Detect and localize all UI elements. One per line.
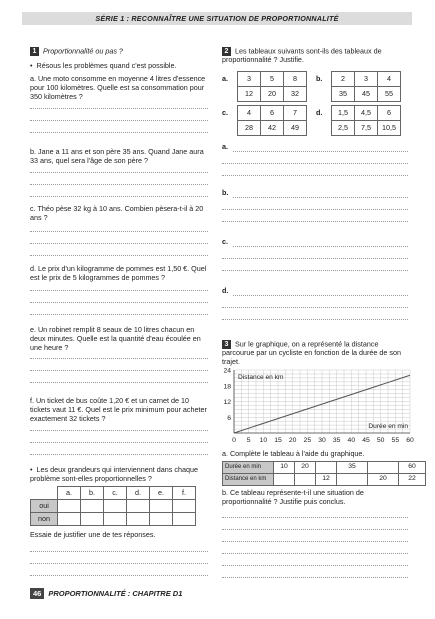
table-cell[interactable] xyxy=(295,474,316,486)
answer-cell[interactable] xyxy=(104,513,127,526)
answer-line xyxy=(30,575,208,576)
answer-line xyxy=(222,517,408,518)
answer-line xyxy=(30,370,208,371)
answer-line xyxy=(30,120,208,121)
section-title-text: Proportionnalité ou pas ? xyxy=(43,46,123,56)
answer-line xyxy=(222,258,408,259)
table-cell: 3 xyxy=(238,72,261,87)
instruction-bullet-2: • Les deux grandeurs qui interviennent dans chaque problème sont-elles proportionnelles ? xyxy=(30,465,198,483)
answer-row-label-non: non xyxy=(31,513,58,526)
answer-line xyxy=(30,442,208,443)
value-table-b xyxy=(331,71,401,102)
answer-line xyxy=(222,270,408,271)
table-cell: 20 xyxy=(368,474,399,486)
table-label-b: b. xyxy=(316,74,323,83)
table-cell[interactable] xyxy=(337,474,368,486)
value-table-c xyxy=(237,105,307,136)
table-cell: 10,5 xyxy=(378,121,401,136)
table-cell: 60 xyxy=(399,462,426,474)
instruction-text: Les deux grandeurs qui interviennent dans chaque problème sont-elles proportionnelles ? xyxy=(30,465,198,483)
table-cell: 4 xyxy=(378,72,401,87)
answer-line xyxy=(222,307,408,308)
section-number-badge: 2 xyxy=(222,47,231,56)
answer-row-label-oui: oui xyxy=(31,500,58,513)
x-tick-label: 35 xyxy=(332,437,341,444)
table-cell: 42 xyxy=(261,121,284,136)
table-cell: 22 xyxy=(399,474,426,486)
answer-cell[interactable] xyxy=(81,500,104,513)
table-label-a: a. xyxy=(222,74,228,83)
y-tick-label: 24 xyxy=(223,367,231,375)
answer-line xyxy=(30,454,208,455)
question-3b: b. Ce tableau représente-t-il une situation de proportionnalité ? Justifie puis conclus. xyxy=(222,488,364,506)
table-cell: 7 xyxy=(284,106,307,121)
y-tick-label: 18 xyxy=(223,383,231,391)
answer-col-header: b. xyxy=(81,487,104,500)
x-tick-label: 50 xyxy=(376,437,385,444)
x-tick-label: 60 xyxy=(406,437,414,444)
row-label-duree: Durée en min xyxy=(223,462,274,474)
answer-col-header: e. xyxy=(150,487,173,500)
table-cell: 32 xyxy=(284,87,307,102)
x-tick-label: 55 xyxy=(391,437,400,444)
section-2-title xyxy=(222,47,402,65)
answer-line xyxy=(233,246,408,247)
y-axis-label: Distance en km xyxy=(238,374,284,382)
row-label-distance: Distance en km xyxy=(223,474,274,486)
page-header: SÉRIE 1 : RECONNAÎTRE UNE SITUATION DE PROPORTIONNALITÉ xyxy=(22,12,412,25)
value-table-d xyxy=(331,105,401,136)
chapter-title: PROPORTIONNALITÉ : CHAPITRE D1 xyxy=(48,589,183,598)
answer-line xyxy=(222,577,408,578)
answer-cell[interactable] xyxy=(173,513,196,526)
answer-line xyxy=(30,314,208,315)
table-cell: 45 xyxy=(355,87,378,102)
answer-line xyxy=(30,196,208,197)
answer-col-header: f. xyxy=(173,487,196,500)
answer-line xyxy=(30,290,208,291)
table-cell[interactable] xyxy=(368,462,399,474)
answer-col-header: d. xyxy=(127,487,150,500)
answer-cell[interactable] xyxy=(127,500,150,513)
table-cell[interactable] xyxy=(316,462,337,474)
answer-line xyxy=(222,221,408,222)
x-tick-label: 25 xyxy=(303,437,312,444)
table-cell: 1,5 xyxy=(332,106,355,121)
question-e: e. Un robinet remplit 8 seaux de 10 litres chacun en deux minutes. Quelle est la quantité d'eau écoulée en une heure ? xyxy=(30,325,201,352)
question-a: a. Une moto consomme en moyenne 4 litres d'essence pour 100 kilomètres. Quelle est sa consommation pour 350 kilomètres ? xyxy=(30,74,206,101)
table-cell: 5 xyxy=(261,72,284,87)
table-cell: 20 xyxy=(261,87,284,102)
table-cell: 20 xyxy=(295,462,316,474)
x-tick-label: 15 xyxy=(274,437,282,444)
answer-label-b: b. xyxy=(222,188,229,197)
answer-cell[interactable] xyxy=(127,513,150,526)
answer-line xyxy=(30,172,208,173)
answer-line xyxy=(30,302,208,303)
table-cell: 6 xyxy=(261,106,284,121)
answer-label-a: a. xyxy=(222,142,228,151)
y-tick-label: 6 xyxy=(227,414,231,422)
section-number-badge: 3 xyxy=(222,340,231,349)
answer-line xyxy=(30,108,208,109)
answer-line xyxy=(30,184,208,185)
section-3-title xyxy=(222,340,410,367)
table-cell: 2 xyxy=(332,72,355,87)
answer-line xyxy=(222,209,408,210)
answer-line xyxy=(30,255,208,256)
answer-line xyxy=(30,563,208,564)
answer-col-header: c. xyxy=(104,487,127,500)
y-tick-label: 12 xyxy=(223,399,231,406)
table-cell: 2,5 xyxy=(332,121,355,136)
answer-line xyxy=(30,132,208,133)
answer-line xyxy=(233,151,408,152)
table-cell: 12 xyxy=(238,87,261,102)
section-title-text: Les tableaux suivants sont-ils des tableaux de proportionnalité ? Justifie. xyxy=(222,46,382,65)
x-tick-label: 5 xyxy=(246,437,251,444)
page-number: 46 xyxy=(30,588,44,599)
answer-col-header: a. xyxy=(58,487,81,500)
table-cell: 12 xyxy=(316,474,337,486)
answer-cell[interactable] xyxy=(58,513,81,526)
answer-line xyxy=(222,175,408,176)
answer-cell[interactable] xyxy=(150,513,173,526)
x-axis-label: Durée en min xyxy=(368,423,408,430)
answer-line xyxy=(222,541,408,542)
answer-line xyxy=(233,295,408,296)
section-title-text: Sur le graphique, on a représenté la distance parcourue par un cycliste en fonction de la durée de son trajet. xyxy=(222,339,402,366)
answer-line xyxy=(30,382,208,383)
table-cell: 4 xyxy=(238,106,261,121)
x-tick-label: 45 xyxy=(362,437,370,444)
table-cell: 28 xyxy=(238,121,261,136)
value-table-a xyxy=(237,71,307,102)
section-number-badge: 1 xyxy=(30,47,39,56)
answer-line xyxy=(30,551,208,552)
table-cell: 55 xyxy=(378,87,401,102)
page-footer xyxy=(30,588,182,599)
answer-cell[interactable] xyxy=(150,500,173,513)
answer-line xyxy=(222,163,408,164)
answer-table xyxy=(30,486,196,526)
table-cell: 6 xyxy=(378,106,401,121)
answer-line xyxy=(222,553,408,554)
instruction-bullet: • Résous les problèmes quand c'est possible. xyxy=(30,61,177,70)
answer-line xyxy=(233,197,408,198)
table-cell: 35 xyxy=(332,87,355,102)
answer-label-d: d. xyxy=(222,286,229,295)
table-cell: 10 xyxy=(274,462,295,474)
answer-line xyxy=(222,319,408,320)
question-b: b. Jane a 11 ans et son père 35 ans. Quand Jane aura 33 ans, quel sera l'âge de son père ? xyxy=(30,147,204,165)
justify-instruction: Essaie de justifier une de tes réponses. xyxy=(30,530,156,539)
answer-line xyxy=(222,565,408,566)
answer-cell[interactable] xyxy=(81,513,104,526)
answer-line xyxy=(30,358,208,359)
table-label-d: d. xyxy=(316,108,323,117)
table-cell: 7,5 xyxy=(355,121,378,136)
table-cell: 8 xyxy=(284,72,307,87)
question-3a: a. Complète le tableau à l'aide du graphique. xyxy=(222,449,365,458)
table-cell: 35 xyxy=(337,462,368,474)
x-tick-label: 40 xyxy=(347,437,356,444)
table-cell: 4,5 xyxy=(355,106,378,121)
table-cell: 3 xyxy=(355,72,378,87)
answer-line xyxy=(30,243,208,244)
x-tick-label: 10 xyxy=(259,437,268,444)
answer-label-c: c. xyxy=(222,237,228,246)
answer-cell[interactable] xyxy=(58,500,81,513)
table-cell[interactable] xyxy=(274,474,295,486)
x-tick-label: 0 xyxy=(232,437,236,444)
question-f: f. Un ticket de bus coûte 1,20 € et un carnet de 10 tickets vaut 11 €. Quel est le prix minimum pour acheter exactement 32 tickets ? xyxy=(30,396,207,423)
section-1-title xyxy=(30,47,210,56)
answer-line xyxy=(30,231,208,232)
answer-cell[interactable] xyxy=(173,500,196,513)
question-c: c. Théo pèse 32 kg à 10 ans. Combien pèsera-t-il à 20 ans ? xyxy=(30,204,204,222)
distance-time-chart xyxy=(220,366,416,448)
x-tick-label: 20 xyxy=(288,437,297,444)
graph-values-table xyxy=(222,461,426,486)
instruction-text: Résous les problèmes quand c'est possible. xyxy=(36,61,177,70)
answer-line xyxy=(30,430,208,431)
answer-line xyxy=(222,529,408,530)
answer-cell[interactable] xyxy=(104,500,127,513)
table-cell: 49 xyxy=(284,121,307,136)
table-label-c: c. xyxy=(222,108,228,117)
question-d: d. Le prix d'un kilogramme de pommes est 1,50 €. Quel est le prix de 5 kilogrammes de pommes ? xyxy=(30,264,207,282)
x-tick-label: 30 xyxy=(318,437,326,444)
